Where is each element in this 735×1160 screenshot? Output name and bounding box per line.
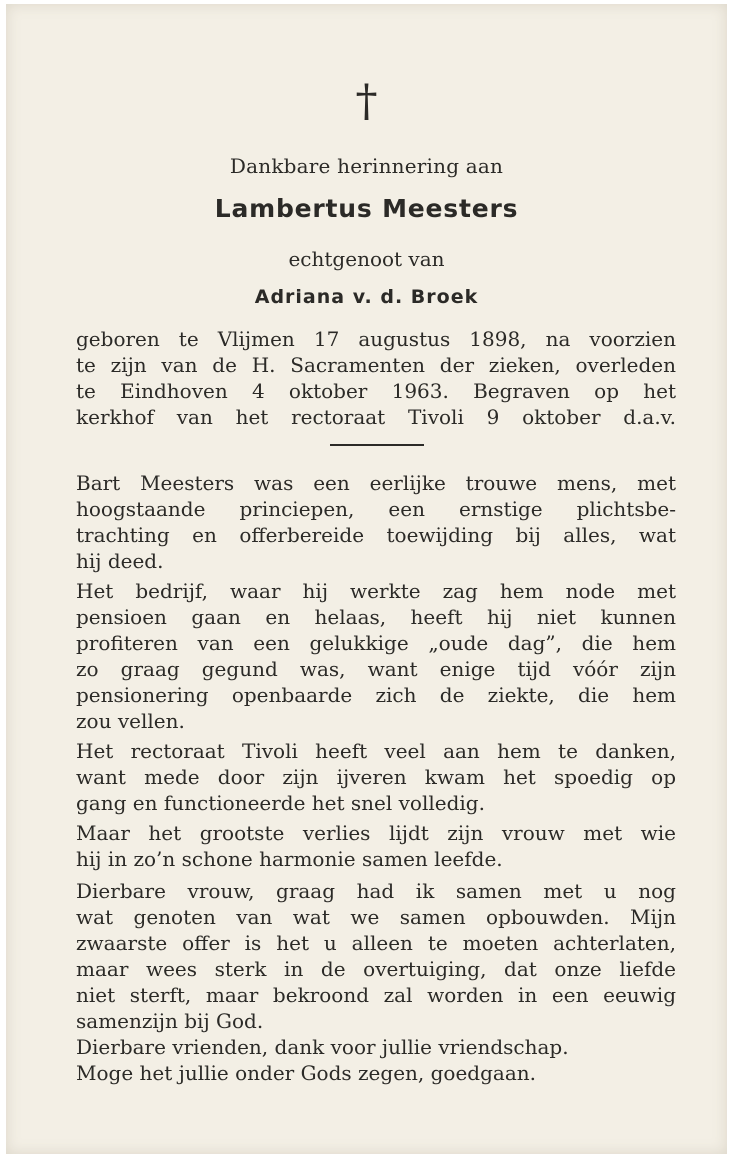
text-line: Het rectoraat Tivoli heeft veel aan hem te danken,	[76, 739, 676, 763]
text-line: gang en functioneerde het snel volledig.	[76, 791, 485, 815]
text-line: samenzijn bij God.	[76, 1009, 264, 1033]
text-line: Het bedrijf, waar hij werkte zag hem node met	[76, 579, 676, 603]
text-line: hoogstaande princiepen, een ernstige plichtsbe-	[76, 497, 676, 521]
spouse-label: echtgenoot van	[288, 247, 445, 271]
deceased-name: Lambertus Meesters	[214, 194, 519, 223]
text-line: zou vellen.	[76, 709, 185, 733]
text-line: zwaarste offer is het u alleen te moeten achterlaten,	[76, 931, 676, 955]
bio-line: kerkhof van het rectoraat Tivoli 9 oktober d.a.v.	[76, 405, 676, 429]
text-line: want mede door zijn ijveren kwam het spoedig op	[76, 765, 676, 789]
text-line: pensionering openbaarde zich de ziekte, die hem	[76, 683, 676, 707]
text-line: niet sterft, maar bekroond zal worden in een eeuwig	[76, 983, 676, 1007]
text-line: pensioen gaan en helaas, heeft hij niet kunnen	[76, 605, 676, 629]
text-line: Bart Meesters was een eerlijke trouwe mens, met	[76, 471, 676, 495]
text-line: Dierbare vrienden, dank voor jullie vriendschap.	[76, 1035, 569, 1059]
bio-line: te Eindhoven 4 oktober 1963. Begraven op het	[76, 379, 676, 403]
bio-line: te zijn van de H. Sacramenten der zieken, overleden	[76, 353, 676, 377]
text-line: trachting en offerbereide toewijding bij alles, wat	[76, 523, 676, 547]
text-line: zo graag gegund was, want enige tijd vóór zijn	[76, 657, 676, 681]
text-line: Maar het grootste verlies lijdt zijn vrouw met wie	[76, 821, 676, 845]
text-line: maar wees sterk in de overtuiging, dat onze liefde	[76, 957, 676, 981]
text-line: hij in zo’n schone harmonie samen leefde.	[76, 847, 503, 871]
intro-text: Dankbare herinnering aan	[229, 154, 504, 178]
memorial-card	[6, 4, 727, 1154]
spouse-name: Adriana v. d. Broek	[254, 286, 479, 308]
text-line: hij deed.	[76, 549, 164, 573]
text-line: wat genoten van wat we samen opbouwden. Mijn	[76, 905, 676, 929]
text-line: Dierbare vrouw, graag had ik samen met u nog	[76, 879, 676, 903]
bio-line: geboren te Vlijmen 17 augustus 1898, na voorzien	[76, 327, 676, 351]
cross-icon: †	[355, 76, 378, 127]
text-line: Moge het jullie onder Gods zegen, goedgaan.	[76, 1061, 536, 1085]
text-line: profiteren van een gelukkige „oude dag”, die hem	[76, 631, 676, 655]
divider	[330, 444, 424, 446]
